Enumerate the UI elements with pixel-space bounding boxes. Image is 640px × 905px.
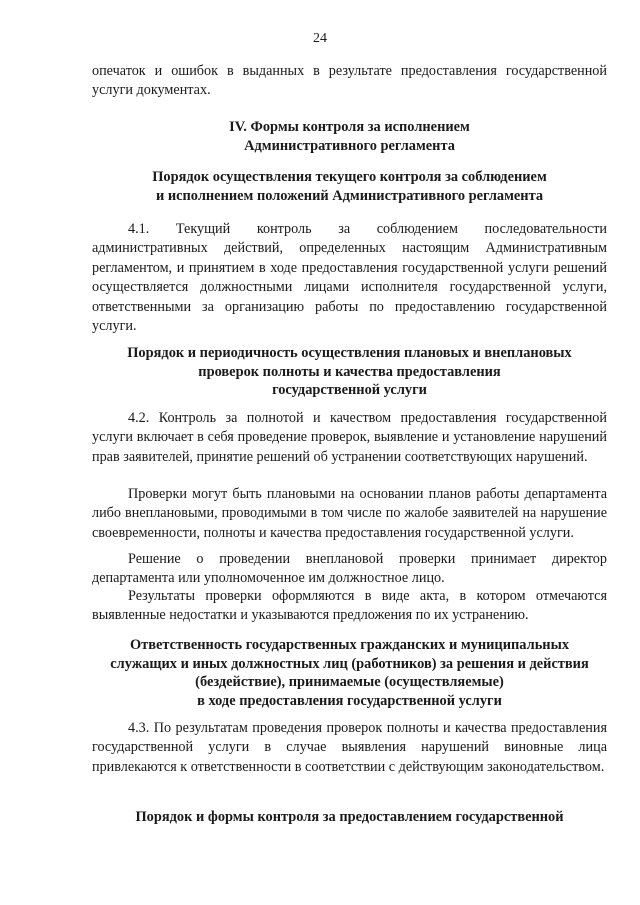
subheading-planned-checks (92, 344, 607, 400)
paragraph-results: Результаты проверки оформляются в виде акта, в котором отмечаются выявленные недостатки и указываются предложения по их устранению. (92, 588, 607, 624)
subheading-current-control (92, 168, 607, 205)
section-title-line-2: Административного регламента (244, 137, 455, 154)
paragraph-4-1: 4.1. Текущий контроль за соблюдением последовательности административных действий, определенных настоящим Административным регламентом, и принятием в ходе предоставления государственной услуги решений осуществляется должностными лицами исполнителя государственной услуги, ответственными за организацию работы по предоставлению государственной услуги. (92, 221, 607, 335)
paragraph-decision: Решение о проведении внеплановой проверки принимает директор департамента или уполномоченное им должностное лицо. (92, 551, 607, 587)
subheading-planned-checks-line-2: проверок полноты и качества предоставления (198, 363, 501, 380)
subheading-current-control-line-1: Порядок осуществления текущего контроля за соблюдением (152, 169, 547, 185)
subheading-responsibility (92, 636, 607, 710)
section-title-line-1: IV. Формы контроля за исполнением (229, 119, 470, 135)
subheading-responsibility-line-1: Ответственность государственных гражданских и муниципальных (129, 637, 570, 653)
paragraph-4-3: 4.3. По результатам проведения проверок полноты и качества предоставления государственной услуги в случае выявления нарушений виновные лица привлекаются к ответственности в соответствии с действующим законодательством. (92, 720, 607, 775)
page-number: 24 (313, 31, 327, 46)
subheading-current-control-line-2: и исполнением положений Административного регламента (155, 187, 544, 204)
section-title (92, 118, 607, 155)
paragraph-checks: Проверки могут быть плановыми на основании планов работы департамента либо внеплановыми, проводимыми в том числе по жалобе заявителей на нарушение своевременности, полноты и качества предоставления государственной услуги. (92, 486, 607, 541)
subheading-control-forms (92, 808, 607, 827)
subheading-responsibility-line-2: служащих и иных должностных лиц (работников) за решения и действия (110, 655, 589, 672)
subheading-responsibility-line-3: (бездействие), принимаемые (осуществляемые) (195, 674, 504, 691)
subheading-planned-checks-line-1: Порядок и периодичность осуществления плановых и внеплановых (127, 345, 572, 361)
subheading-control-forms-line-1: Порядок и формы контроля за предоставлением государственной (135, 809, 564, 825)
paragraph-4-2: 4.2. Контроль за полнотой и качеством предоставления государственной услуги включает в себя проведение проверок, выявление и установление нарушений прав заявителей, принятие решений об устранении соответствующих нарушений. (92, 410, 607, 465)
intro-paragraph: опечаток и ошибок в выданных в результате предоставления государственной услуги документах. (92, 63, 607, 99)
subheading-planned-checks-line-3: государственной услуги (272, 382, 427, 399)
subheading-responsibility-line-4: в ходе предоставления государственной услуги (197, 692, 502, 709)
